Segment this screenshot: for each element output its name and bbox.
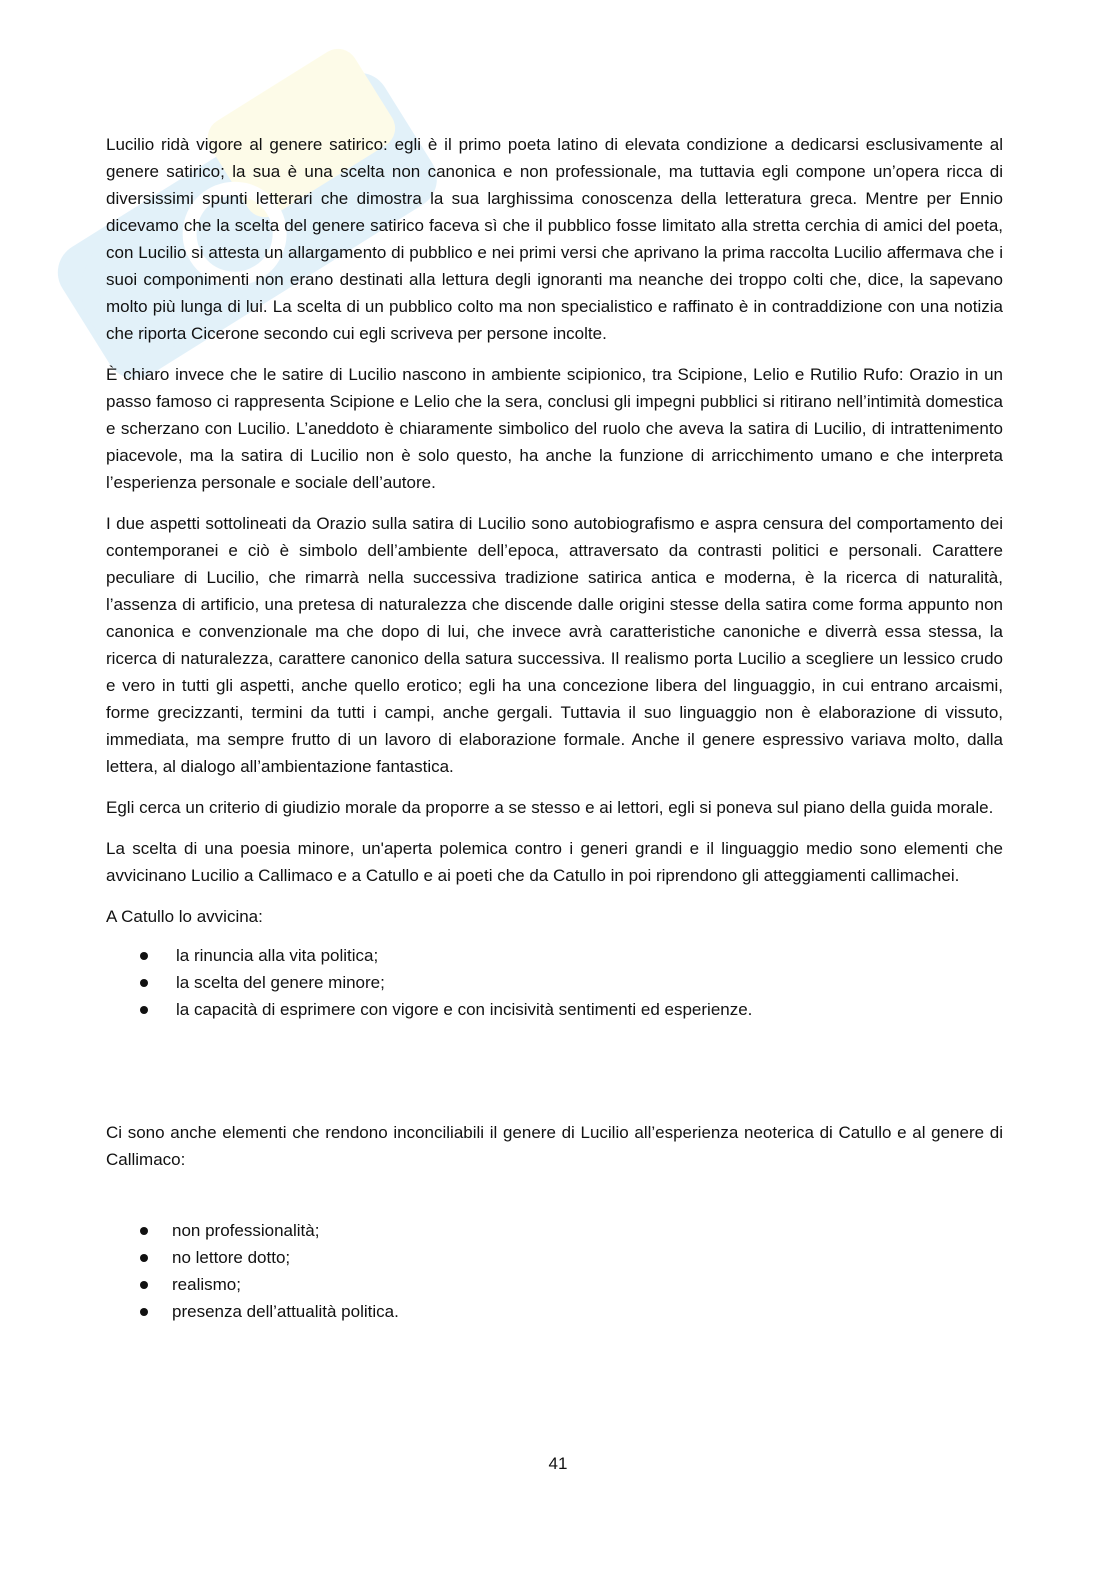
bullet-icon xyxy=(140,952,148,960)
paragraph-aspetti-orazio: I due aspetti sottolineati da Orazio sulla satira di Lucilio sono autobiografismo e aspra censura del comportamento dei contemporanei e ciò è simbolo dell’ambiente dell’epoca, attraversato da contrasti politici e personali. Carattere peculiare di Lucilio, che rimarrà nella successiva tradizione satirica antica e moderna, è la ricerca di naturalità, l’assenza di artificio, una pretesa di naturalezza che discende dalle origini stesse della satira come forma appunto non canonica e convenzionale ma che dopo di lui, che invece avrà caratteristiche canoniche e diverrà essa stessa, la ricerca di naturalezza, carattere canonico della satura successiva. Il realismo porta Lucilio a scegliere un lessico crudo e vero in tutti gli aspetti, anche quello erotico; egli ha una concezione libera del linguaggio, in cui entrano arcaismi, forme grecizzanti, termini da tutti i campi, anche gergali. Tuttavia il suo linguaggio non è elaborazione di vissuto, immediata, ma sempre frutto di un lavoro di elaborazione formale. Anche il genere espressivo variava molto, dalla lettera, al dialogo all’ambientazione fantastica. xyxy=(106,514,1003,776)
spacer xyxy=(106,1023,1003,1119)
list-differences xyxy=(140,1217,1003,1325)
bullet-icon xyxy=(140,979,148,987)
paragraph-catullo-label: A Catullo lo avvicina: xyxy=(106,907,263,926)
spacer xyxy=(106,1173,1003,1217)
list-item: la rinuncia alla vita politica; xyxy=(140,942,1003,969)
paragraph-poesia-minore: La scelta di una poesia minore, un'aperta polemica contro i generi grandi e il linguaggio medio sono elementi che avvicinano Lucilio a Callimaco e a Catullo e ai poeti che da Catullo in poi riprendono gli atteggiamenti callimachei. xyxy=(106,839,1003,885)
paragraph-elementi-inconciliabili: Ci sono anche elementi che rendono inconciliabili il genere di Lucilio all’esperienza neoterica di Catullo e al genere di Callimaco: xyxy=(106,1123,1003,1169)
paragraph-ambiente-scipionico: È chiaro invece che le satire di Lucilio nascono in ambiente scipionico, tra Scipione, Lelio e Rutilio Rufo: Orazio in un passo famoso ci rappresenta Scipione e Lelio che la sera, conclusi gli impegni pubblici si ritirano nell’intimità domestica e scherzano con Lucilio. L’aneddoto è chiaramente simbolico del ruolo che aveva la satira di Lucilio, di intrattenimento piacevole, ma la satira di Lucilio non è solo questo, ha anche la funzione di arricchimento umano e che interpreta l’esperienza personale e sociale dell’autore. xyxy=(106,365,1003,492)
paragraph-giudizio-morale: Egli cerca un criterio di giudizio morale da proporre a se stesso e ai lettori, egli si poneva sul piano della guida morale. xyxy=(106,798,994,817)
list-item: non professionalità; xyxy=(140,1217,1003,1244)
bullet-icon xyxy=(140,1281,148,1289)
bullet-icon xyxy=(140,1006,148,1014)
bullet-icon xyxy=(140,1308,148,1316)
list-item: no lettore dotto; xyxy=(140,1244,1003,1271)
list-item: la capacità di esprimere con vigore e con incisività sentimenti ed esperienze. xyxy=(140,996,1003,1023)
bullet-icon xyxy=(140,1254,148,1262)
paragraph-lucilio-intro: Lucilio ridà vigore al genere satirico: egli è il primo poeta latino di elevata condizione a dedicarsi esclusivamente al genere satirico; la sua è una scelta non canonica e non professionale, ma tuttavia egli compone un’opera ricca di diversissimi spunti letterari che dimostra la sua larghissima conoscenza della letteratura greca. Mentre per Ennio dicevamo che la scelta del genere satirico faceva sì che il pubblico fosse limitato alla stretta cerchia di amici del poeta, con Lucilio si attesta un allargamento di pubblico e nei primi versi che aprivano la prima raccolta Lucilio affermava che i suoi componimenti non erano destinati alla lettura degli ignoranti ma neanche dei troppo colti che, dice, la sapevano molto più lunga di lui. La scelta di un pubblico colto ma non specialistico e raffinato è in contraddizione con una notizia che riporta Cicerone secondo cui egli scriveva per persone incolte. xyxy=(106,135,1003,343)
list-catullo xyxy=(140,942,1003,1023)
list-item: realismo; xyxy=(140,1271,1003,1298)
list-item: presenza dell’attualità politica. xyxy=(140,1298,1003,1325)
bullet-icon xyxy=(140,1227,148,1235)
list-item: la scelta del genere minore; xyxy=(140,969,1003,996)
page-number: 41 xyxy=(548,1454,568,1473)
document-page xyxy=(106,131,1003,1325)
